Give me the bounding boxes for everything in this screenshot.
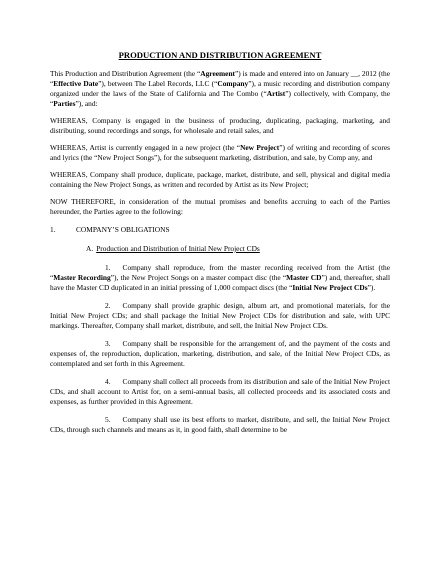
- item4-text: Company shall collect all proceeds from its distribution and sale of the Initial New Project CDs, and shall account to Artist for, on a semi-annual basis, all collected proceeds and its associated costs and expenses, as further provided in this Agreement.: [50, 377, 390, 406]
- whereas-paragraph-3: WHEREAS, Company shall produce, duplicate, package, market, distribute, and sell, physical and digital media containing the New Project Songs, as written and recorded by Artist as its New Project;: [50, 170, 390, 189]
- section-heading: [50, 225, 390, 235]
- term-effective-date: Effective Date: [53, 79, 99, 88]
- item2-text: Company shall provide graphic design, album art, and promotional materials, for the Initial New Project CDs; and shall package the Initial New Project CDs for distribution and sale, with UPC markings. Thereafter, Company shall market, distribute, and sell, the Initial New Project CDs.: [50, 301, 390, 330]
- intro-text-1: This Production and Distribution Agreement (the “: [50, 69, 201, 78]
- subsection-title: Production and Distribution of Initial New Project CDs: [96, 244, 260, 253]
- clause-item-4: [50, 377, 390, 407]
- whereas2-text-2: ”) of writing and recording of scores and lyrics (the “New Project Songs”), for the subsequent marketing, distribution, and sale, by Comp any, and: [50, 143, 390, 162]
- item1-text-2: ”), the New Project Songs on a master compact disc (the “: [110, 273, 287, 282]
- clause-number: 5.: [105, 415, 111, 424]
- intro-text-4: ”), a music recording and distribution company organized under the laws of the State of California and The Combo (“: [50, 79, 390, 98]
- now-therefore-paragraph: NOW THEREFORE, in consideration of the mutual promises and benefits accruing to each of the Parties hereunder, the Parties agree to the following:: [50, 197, 390, 216]
- clause-number: 4.: [105, 377, 111, 386]
- clause-number: 3.: [105, 339, 111, 348]
- clause-item-1: [50, 263, 390, 293]
- subsection-letter: A.: [86, 244, 94, 253]
- item1-text-4: ”).: [367, 283, 376, 292]
- clause-item-3: [50, 339, 390, 369]
- term-agreement: Agreement: [200, 69, 236, 78]
- term-master-recording: Master Recording: [53, 273, 111, 282]
- clause-number: 1.: [105, 263, 111, 272]
- item5-text: Company shall use its best efforts to market, distribute, and sell, the Initial New Project CDs, through such channels and means as it, in good faith, shall determine to be: [50, 415, 390, 434]
- intro-text-3: ”), between The Label Records, LLC (“: [98, 79, 218, 88]
- item1-text-1: Company shall reproduce, from the master recording received from the Artist (the “: [50, 263, 390, 282]
- intro-text-6: ”), and:: [75, 99, 98, 108]
- clause-item-2: [50, 301, 390, 331]
- clause-number: 2.: [105, 301, 111, 310]
- term-parties: Parties: [53, 99, 76, 108]
- term-initial-new-project-cds: Initial New Project CDs: [292, 283, 368, 292]
- intro-text-5: ”) collectively, with Company, the “: [50, 89, 390, 108]
- whereas2-text-1: WHEREAS, Artist is currently engaged in a new project (the “: [50, 143, 241, 152]
- section-title: COMPANY’S OBLIGATIONS: [76, 225, 170, 234]
- whereas-paragraph-1: WHEREAS, Company is engaged in the business of producing, duplicating, packaging, marketing, and distributing, sound recordings and songs, for wholesale and retail sales, and: [50, 116, 390, 135]
- term-new-project: New Project: [240, 143, 280, 152]
- clause-item-5: [50, 415, 390, 435]
- intro-text-2: ”) is made and entered into on January __, 2012 (the “: [50, 69, 390, 88]
- term-company: Company: [217, 79, 249, 88]
- term-master-cd: Master CD: [286, 273, 322, 282]
- intro-paragraph: [50, 69, 390, 109]
- section-number: 1.: [50, 225, 56, 234]
- subsection-heading: [86, 244, 390, 254]
- term-artist: Artist: [266, 89, 286, 98]
- document-title: PRODUCTION AND DISTRIBUTION AGREEMENT: [118, 50, 322, 60]
- whereas-paragraph-2: [50, 143, 390, 163]
- item1-text-3: ”) and, thereafter, shall have the Master CD duplicated in an initial pressing of 1,000 compact discs (the “: [50, 273, 390, 292]
- item3-text: Company shall be responsible for the arrangement of, and the payment of the costs and expenses of, the reproduction, duplication, marketing, distribution, and sale, of the Initial New Project CDs, as contemplated and set forth in this Agreement.: [50, 339, 390, 368]
